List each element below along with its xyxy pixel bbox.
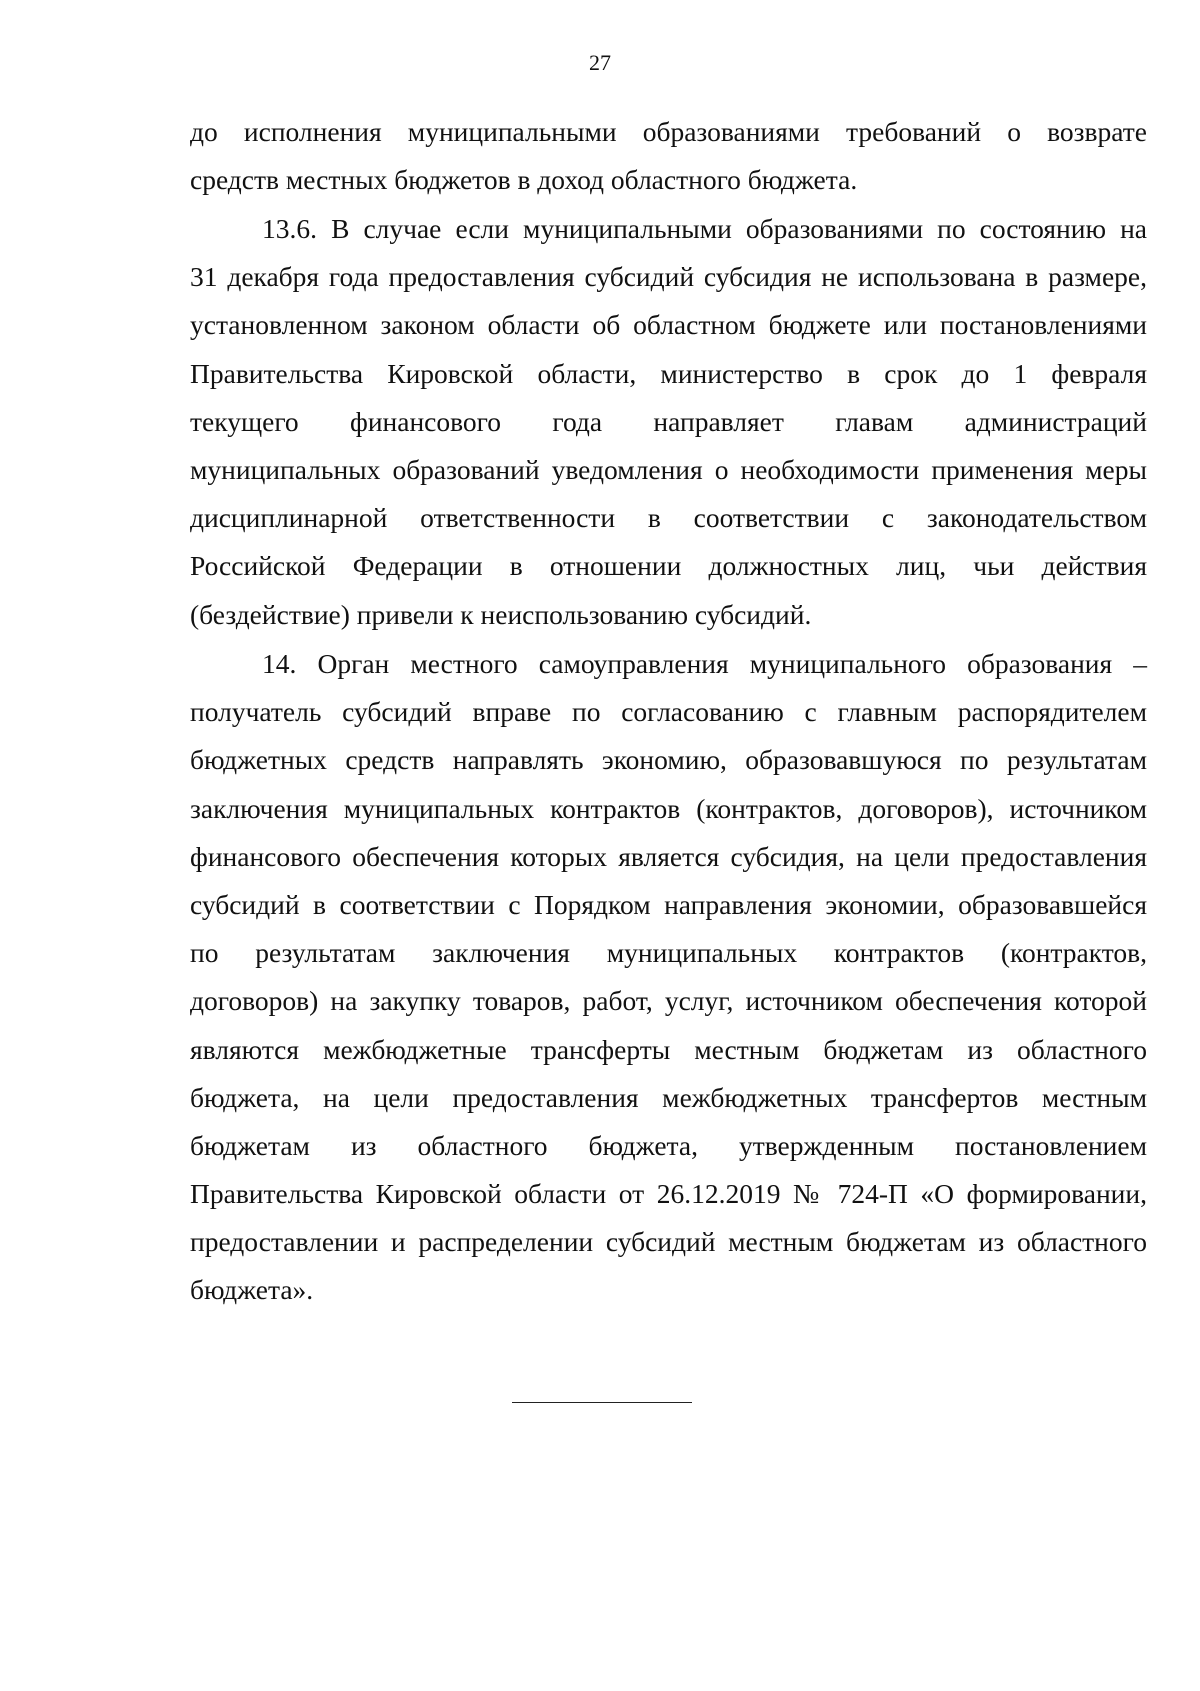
text-line: бюджетных средств направлять экономию, образовавшуюся по результатам	[190, 744, 1147, 776]
text-line: финансового обеспечения которых является субсидия, на цели предоставления	[190, 840, 1147, 872]
text-line: Российской Федерации в отношении должностных лиц, чьи действия	[190, 550, 1147, 582]
text-line: получатель субсидий вправе по согласованию с главным распорядителем	[190, 696, 1147, 728]
text-line: субсидий в соответствии с Порядком направления экономии, образовавшейся	[190, 888, 1147, 920]
paragraph-continuation	[190, 108, 1147, 204]
end-separator-line	[512, 1402, 692, 1403]
page-number: 27	[589, 50, 611, 75]
text-line: бюджета, на цели предоставления межбюджетных трансфертов местным	[190, 1081, 1147, 1113]
text-line: бюджетам из областного бюджета, утвержденным постановлением	[190, 1129, 1147, 1161]
text-line: текущего финансового года направляет главам администраций	[190, 405, 1147, 437]
text-line: предоставлении и распределении субсидий местным бюджетам из областного	[190, 1226, 1147, 1258]
text-line: 31 декабря года предоставления субсидий субсидия не использована в размере,	[190, 261, 1147, 293]
text-line: установленном законом области об областном бюджете или постановлениями	[190, 309, 1147, 341]
text-line: (бездействие) привели к неиспользованию субсидий.	[190, 598, 812, 630]
text-line: муниципальных образований уведомления о необходимости применения меры	[190, 453, 1147, 485]
text-line: 13.6. В случае если муниципальными образованиями по состоянию на	[262, 213, 1147, 244]
text-line: договоров) на закупку товаров, работ, услуг, источником обеспечения которой	[190, 985, 1147, 1017]
text-line: Правительства Кировской области от 26.12.2019 № 724-П «О формировании,	[190, 1178, 1147, 1210]
text-line: дисциплинарной ответственности в соответствии с законодательством	[190, 502, 1147, 534]
text-line: бюджета».	[190, 1274, 314, 1306]
text-line: 14. Орган местного самоуправления муниципального образования –	[262, 648, 1147, 679]
paragraph-14	[190, 640, 1147, 1315]
text-line: Правительства Кировской области, министерство в срок до 1 февраля	[190, 357, 1147, 389]
text-line: по результатам заключения муниципальных контрактов (контрактов,	[190, 937, 1147, 969]
text-line: средств местных бюджетов в доход областного бюджета.	[190, 164, 858, 196]
text-line: до исполнения муниципальными образованиями требований о возврате	[190, 116, 1147, 147]
text-line: заключения муниципальных контрактов (контрактов, договоров), источником	[190, 792, 1147, 824]
paragraph-13-6	[190, 205, 1147, 639]
text-line: являются межбюджетные трансферты местным бюджетам из областного	[190, 1033, 1147, 1065]
